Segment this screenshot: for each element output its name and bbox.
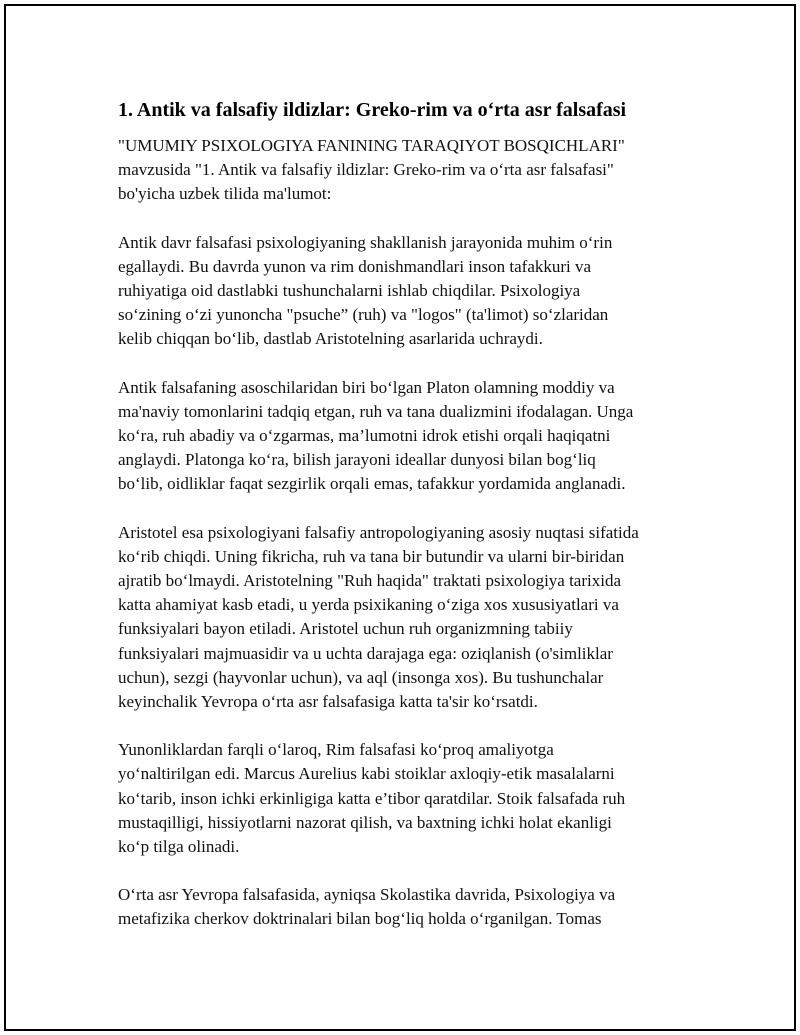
paragraph-intro: "UMUMIY PSIXOLOGIYA FANINING TARAQIYOT BOSQICHLARI" mavzusida "1. Antik va falsafiy ildizlar: Greko-rim va o‘rta asr falsafasi" bo'yicha uzbek tilida ma'lumot: (118, 136, 625, 204)
page-frame (4, 4, 796, 1031)
paragraph-rim-falsafasi: Yunonliklardan farqli o‘laroq, Rim falsafasi ko‘proq amaliyotga yo‘naltirilgan edi. Marcus Aurelius kabi stoiklar axloqiy-etik masalalarni ko‘tarib, inson ichki erkinligiga katta e’tibor qaratdilar. Stoik falsafada ruh mustaqilligi, hissiyotlarni nazorat qilish, va baxtning ichki holat ekanligi ko‘p tilga olinadi. (118, 740, 626, 857)
paragraph-orta-asr: O‘rta asr Yevropa falsafasida, ayniqsa Skolastika davrida, Psixologiya va metafizika cherkov doktrinalari bilan bog‘liq holda o‘rganilgan. Tomas (118, 885, 616, 929)
page-title: 1. Antik va falsafiy ildizlar: Greko-rim va o‘rta asr falsafasi (118, 99, 627, 121)
paragraph-aristotel: Aristotel esa psixologiyani falsafiy antropologiyaning asosiy nuqtasi sifatida ko‘rib chiqdi. Uning fikricha, ruh va tana bir butundir va ularni bir-biridan ajratib bo‘lmaydi. Aristotelning "Ruh haqida" traktati psixologiya tarixida katta ahamiyat kasb etadi, u yerda psixikaning o‘ziga xos xususiyatlari va funksiyalari bayon etiladi. Aristotel uchun ruh organizmning tabiiy funksiyalari majmuasidir va u uchta darajaga ega: oziqlanish (o'simliklar uchun), sezgi (hayvonlar uchun), va aql (insonga xos). Bu tushunchalar keyinchalik Yevropa o‘rta asr falsafasiga katta ta'sir ko‘rsatdi. (118, 522, 639, 712)
paragraph-platon: Antik falsafaning asoschilaridan biri bo‘lgan Platon olamning moddiy va ma'naviy tomonlarini tadqiq etgan, ruh va tana dualizmini ifodalagan. Unga ko‘ra, ruh abadiy va o‘zgarmas, ma’lumotni idrok etishi orqali haqiqatni anglaydi. Platonga ko‘ra, bilish jarayoni ideallar dunyosi bilan bog‘liq bo‘lib, oidliklar faqat sezgirlik orqali emas, tafakkur yordamida anglanadi. (118, 377, 634, 494)
paragraph-antik-davr: Antik davr falsafasi psixologiyaning shakllanish jarayonida muhim o‘rin egallaydi. Bu davrda yunon va rim donishmandlari inson tafakkuri va ruhiyatiga oid dastlabki tushunchalarni ishlab chiqdilar. Psixologiya so‘zining o‘zi yunoncha "psuche” (ruh) va "logos" (ta'limot) so‘zlaridan kelib chiqqan bo‘lib, dastlab Aristotelning asarlarida uchraydi. (118, 232, 613, 349)
document-body (118, 98, 708, 956)
